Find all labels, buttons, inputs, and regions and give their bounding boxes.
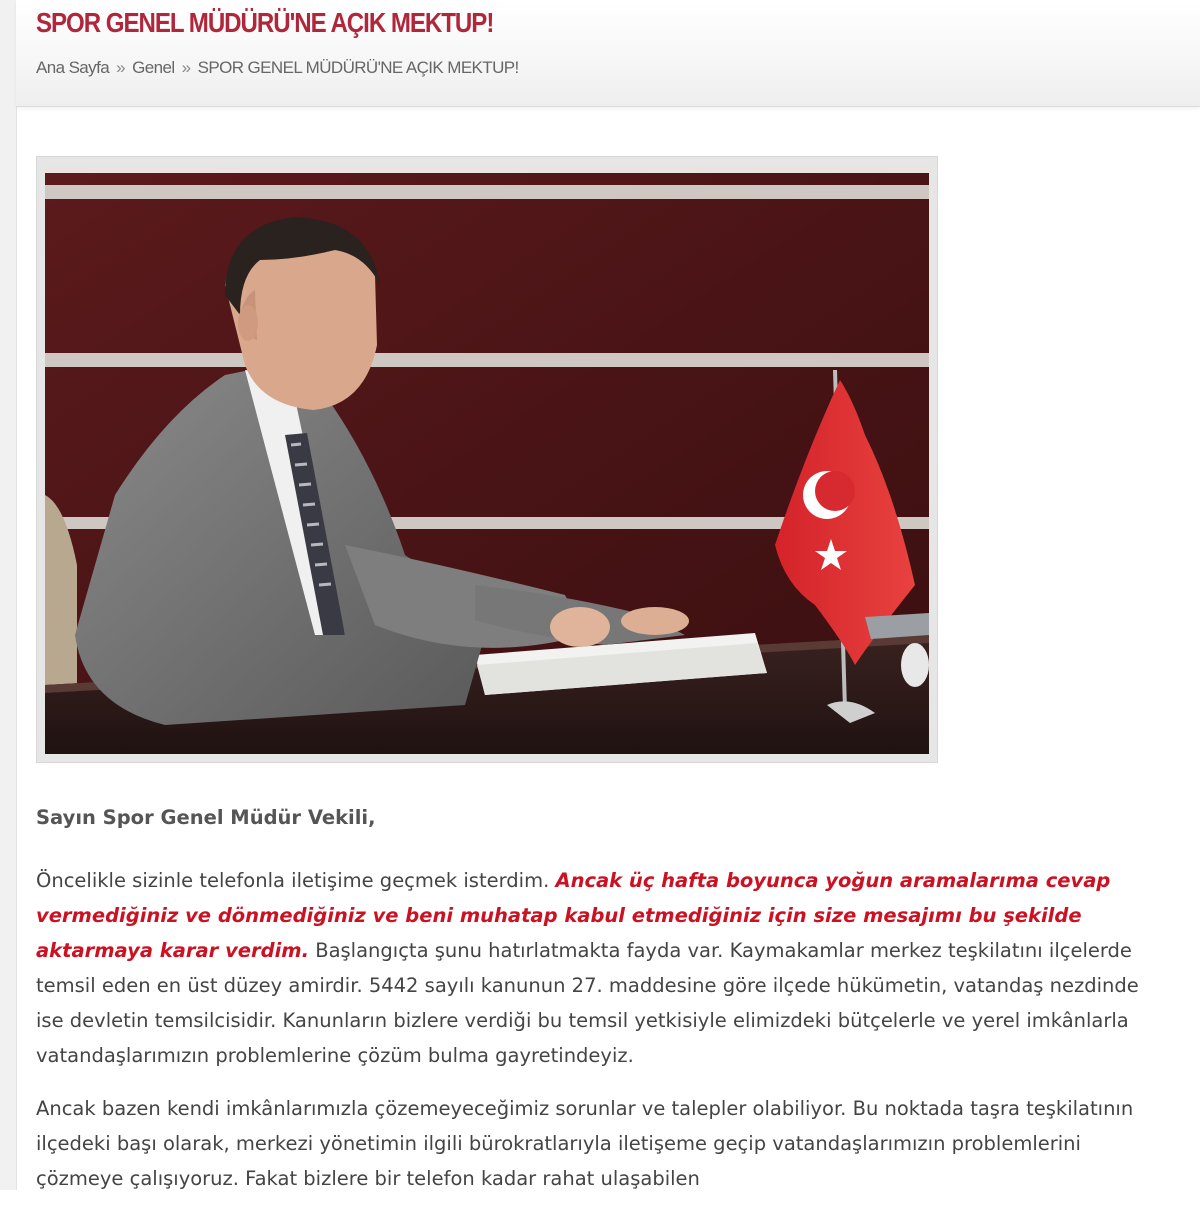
breadcrumb-home-link[interactable]: Ana Sayfa <box>36 58 110 77</box>
breadcrumb-separator: » <box>181 58 191 77</box>
article-photo-frame <box>36 156 938 763</box>
breadcrumb-category-link[interactable]: Genel <box>132 58 175 77</box>
page-header <box>16 0 1200 107</box>
breadcrumb <box>36 58 519 78</box>
article-paragraph: Ancak bazen kendi imkânlarımızla çözemeyeceğimiz sorunlar ve talepler olabiliyor. Bu noktada taşra teşkilatının ilçedeki başı olarak, merkezi yönetimin ilgili bürokratlarıyla iletişeme geçip vatandaşlarımızın problemlerini çözmeye çalışıyoruz. Fakat bizlere bir telefon kadar rahat ulaşabilen <box>36 1097 1134 1190</box>
paragraph-text: Başlangıçta şunu hatırlatmakta fayda var. Kaymakamlar merkez teşkilatını ilçelerde temsil eden en üst düzey amirdir. 5442 sayılı kanunun 27. maddesine göre ilçede hükümetin, vatandaş nezdinde ise devletin temsilcisidir. Kanunların bizlere verdiği bu temsil yetkisiyle elimizdeki bütçelerle ve yerel imkânlarla vatandaşlarımızın problemlerine çözüm bulma gayretindeyiz. <box>36 939 1139 1067</box>
article-photo <box>45 165 929 754</box>
breadcrumb-current: SPOR GENEL MÜDÜRÜ'NE AÇIK MEKTUP! <box>197 58 519 77</box>
article-paragraph <box>36 863 1166 1073</box>
page-title: SPOR GENEL MÜDÜRÜ'NE AÇIK MEKTUP! <box>36 7 494 38</box>
paragraph-text: Öncelikle sizinle telefonla iletişime geçmek isterdim. <box>36 869 556 892</box>
article-body <box>36 800 1166 1214</box>
left-rail <box>0 0 17 1190</box>
article-salutation: Sayın Spor Genel Müdür Vekili, <box>36 806 376 829</box>
highlighted-text: Ancak üç hafta boyunca yoğun aramalarıma cevap vermediğiniz ve dönmediğiniz ve beni muhatap kabul etmediğiniz için size mesajımı bu şekilde aktarmaya karar verdim. <box>36 869 1111 962</box>
breadcrumb-separator: » <box>116 58 126 77</box>
